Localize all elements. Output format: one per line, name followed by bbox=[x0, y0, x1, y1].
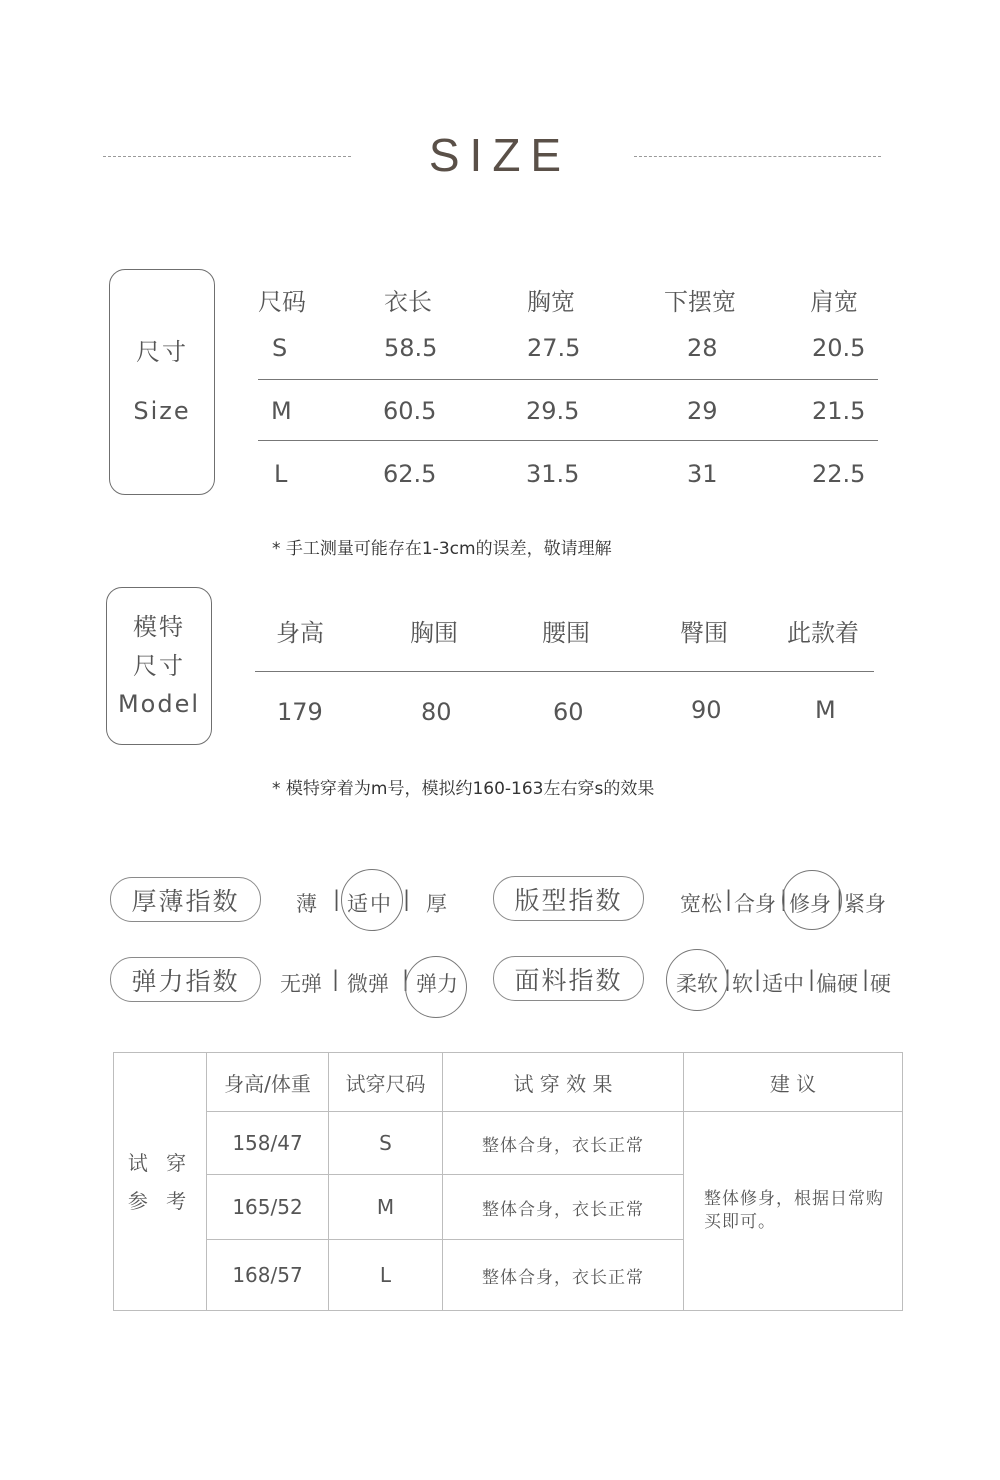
model-header: 臀围 bbox=[680, 619, 728, 647]
trial-cell: 165/52 bbox=[207, 1175, 329, 1240]
title-divider-right bbox=[634, 156, 881, 157]
model-value: 80 bbox=[421, 698, 452, 726]
trial-table bbox=[113, 1052, 903, 1311]
size-cell: 31 bbox=[687, 460, 718, 488]
model-note: * 模特穿着为m号，模拟约160-163左右穿s的效果 bbox=[272, 779, 655, 799]
model-label-line1: 模特 bbox=[133, 612, 185, 641]
size-cell: 60.5 bbox=[383, 397, 437, 425]
size-label-en: Size bbox=[133, 397, 191, 425]
size-cell: 58.5 bbox=[384, 334, 438, 362]
option-stiffish: 偏硬 bbox=[816, 972, 858, 996]
model-value: M bbox=[815, 696, 836, 724]
selected-circle bbox=[405, 956, 467, 1018]
page-title: SIZE bbox=[428, 129, 572, 181]
trial-advice: 整体修身，根据日常购买即可。 bbox=[684, 1112, 903, 1311]
selected-circle bbox=[666, 949, 728, 1011]
trial-header: 建 议 bbox=[684, 1053, 903, 1112]
separator: | bbox=[724, 967, 732, 991]
trial-cell: 整体合身，衣长正常 bbox=[443, 1175, 684, 1240]
trial-cell: 168/57 bbox=[207, 1240, 329, 1311]
separator: | bbox=[725, 887, 733, 911]
size-cell: 29 bbox=[687, 397, 718, 425]
size-cell: 22.5 bbox=[812, 460, 866, 488]
model-value: 90 bbox=[691, 696, 722, 724]
size-cell: 27.5 bbox=[527, 334, 581, 362]
separator: | bbox=[402, 967, 410, 991]
trial-cell: 整体合身，衣长正常 bbox=[443, 1240, 684, 1311]
size-cell: 29.5 bbox=[526, 397, 580, 425]
model-label-box bbox=[106, 587, 212, 745]
option-loose: 宽松 bbox=[680, 892, 722, 916]
size-cell: S bbox=[272, 334, 288, 362]
trial-header: 试穿尺码 bbox=[329, 1053, 443, 1112]
separator: | bbox=[333, 887, 341, 911]
model-value: 179 bbox=[277, 698, 323, 726]
size-cell: 21.5 bbox=[812, 397, 866, 425]
separator: | bbox=[808, 967, 816, 991]
fit-index-label: 版型指数 bbox=[493, 876, 644, 921]
option-slim: 修身 bbox=[789, 892, 831, 916]
model-header: 身高 bbox=[276, 619, 324, 647]
size-cell: M bbox=[271, 397, 292, 425]
size-header: 下摆宽 bbox=[664, 288, 736, 316]
model-label-line2: 尺寸 bbox=[133, 651, 185, 680]
option-softish: 软 bbox=[732, 972, 753, 996]
trial-side-line1: 试 穿 bbox=[127, 1150, 193, 1175]
size-label-box bbox=[109, 269, 215, 495]
separator: | bbox=[403, 887, 411, 911]
option-tight: 紧身 bbox=[844, 892, 886, 916]
model-header: 此款着 bbox=[787, 619, 859, 647]
row-divider bbox=[255, 671, 874, 672]
size-cell: 62.5 bbox=[383, 460, 437, 488]
size-cell: L bbox=[274, 460, 288, 488]
size-label-cn: 尺寸 bbox=[136, 338, 188, 367]
option-no-stretch: 无弹 bbox=[280, 972, 322, 996]
selected-circle bbox=[782, 870, 842, 930]
size-header: 衣长 bbox=[384, 288, 432, 316]
elasticity-index-label: 弹力指数 bbox=[110, 957, 261, 1002]
size-cell: 20.5 bbox=[812, 334, 866, 362]
size-header: 肩宽 bbox=[810, 288, 858, 316]
trial-side-label bbox=[114, 1053, 207, 1311]
option-medium: 适中 bbox=[347, 892, 393, 916]
trial-header: 试 穿 效 果 bbox=[443, 1053, 684, 1112]
separator: | bbox=[332, 967, 340, 991]
option-stretch: 弹力 bbox=[416, 972, 458, 996]
trial-cell: M bbox=[329, 1175, 443, 1240]
trial-header: 身高/体重 bbox=[207, 1053, 329, 1112]
option-soft: 柔软 bbox=[676, 972, 718, 996]
option-thick: 厚 bbox=[426, 892, 447, 916]
trial-cell: 158/47 bbox=[207, 1112, 329, 1175]
thickness-index-label: 厚薄指数 bbox=[110, 877, 261, 922]
model-value: 60 bbox=[553, 698, 584, 726]
option-slight-stretch: 微弹 bbox=[347, 972, 389, 996]
size-header: 尺码 bbox=[258, 288, 306, 316]
separator: | bbox=[862, 967, 870, 991]
separator: | bbox=[780, 887, 788, 911]
model-header: 胸围 bbox=[410, 619, 458, 647]
option-fitted: 合身 bbox=[734, 892, 776, 916]
fabric-index-label: 面料指数 bbox=[493, 956, 644, 1001]
separator: | bbox=[754, 967, 762, 991]
trial-cell: 整体合身，衣长正常 bbox=[443, 1112, 684, 1175]
trial-cell: S bbox=[329, 1112, 443, 1175]
row-divider bbox=[258, 379, 878, 380]
size-note: * 手工测量可能存在1-3cm的误差，敬请理解 bbox=[272, 539, 612, 559]
option-thin: 薄 bbox=[296, 892, 317, 916]
size-cell: 31.5 bbox=[526, 460, 580, 488]
trial-cell: L bbox=[329, 1240, 443, 1311]
size-cell: 28 bbox=[687, 334, 718, 362]
option-medium: 适中 bbox=[762, 972, 804, 996]
model-header: 腰围 bbox=[542, 619, 590, 647]
trial-side-line2: 参 考 bbox=[127, 1188, 193, 1213]
separator: | bbox=[836, 887, 844, 911]
row-divider bbox=[258, 440, 878, 441]
model-label-en: Model bbox=[117, 690, 201, 719]
option-stiff: 硬 bbox=[870, 972, 891, 996]
size-header: 胸宽 bbox=[527, 288, 575, 316]
selected-circle bbox=[341, 869, 403, 931]
